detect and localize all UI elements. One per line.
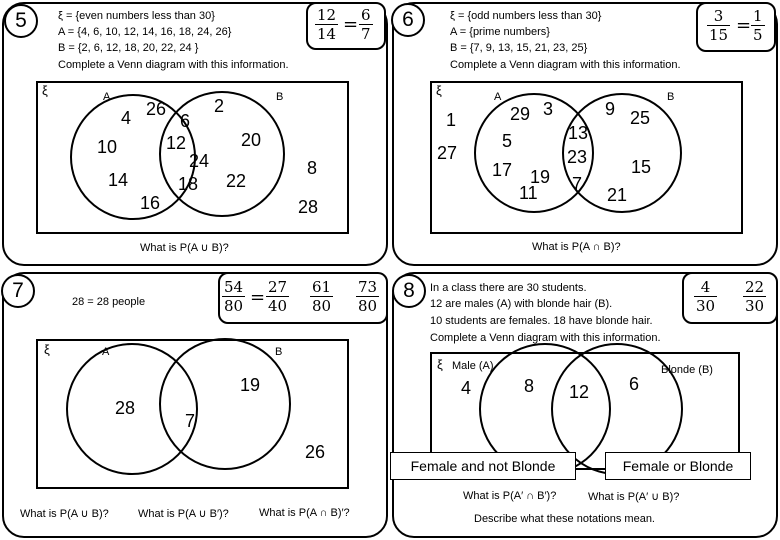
q5-number: 12 — [166, 133, 187, 153]
q5-number: 18 — [178, 174, 199, 194]
q7-number: 28 — [115, 398, 136, 418]
question-7-number: 7 — [1, 274, 35, 308]
q6-fraction-1: $\frac{3}{15}$ — [709, 7, 729, 44]
q6-question: What is P(A ∩ B)? — [532, 241, 621, 253]
q5-number: 28 — [298, 197, 319, 217]
q7-number: 7 — [185, 411, 196, 431]
q8-number: 12 — [569, 382, 590, 402]
q8-fraction-1: $\frac{4}{30}$ — [696, 278, 716, 315]
q7-fraction-1: $\frac{54}{80}$ — [224, 278, 244, 315]
q6-number: 17 — [492, 160, 513, 180]
q8-number: 8 — [524, 376, 535, 396]
q5-label-a: A — [103, 91, 111, 103]
q5-fraction-1: $\frac{12}{14}$ — [317, 6, 337, 43]
q8-line-4: Complete a Venn diagram with this information. — [430, 332, 661, 344]
q8-fraction-2: $\frac{22}{30}$ — [745, 278, 765, 315]
q5-universal-symbol: ξ — [42, 83, 48, 98]
q5-number: 14 — [108, 170, 129, 190]
q6-universal-symbol: ξ — [436, 83, 442, 98]
q5-number: 26 — [146, 99, 167, 119]
q7-note: 28 = 28 people — [72, 296, 146, 308]
q6-instruction: Complete a Venn diagram with this information. — [450, 59, 681, 71]
q7-universal-symbol: ξ — [44, 342, 50, 357]
q6-number: 11 — [519, 183, 538, 203]
question-8-number: 8 — [392, 274, 426, 308]
q6-number: 13 — [568, 123, 589, 143]
q8-line-2: 12 are males (A) with blonde hair (B). — [430, 298, 613, 310]
q7-label-a: A — [102, 346, 110, 358]
q8-number: 4 — [461, 378, 472, 398]
q6-set-a: A = {prime numbers} — [450, 26, 550, 38]
q6-number: 19 — [530, 167, 551, 187]
q6-label-a: A — [494, 91, 502, 103]
q5-number: 24 — [189, 151, 210, 171]
q6-number: 29 — [510, 104, 531, 124]
q8-question-1: What is P(A′ ∩ B′)? — [463, 490, 557, 502]
q5-number: 16 — [140, 193, 161, 213]
q7-fraction-3: $\frac{61}{80}$ — [312, 278, 332, 315]
q5-number: 20 — [241, 130, 262, 150]
q6-number: 5 — [502, 131, 513, 151]
q5-question: What is P(A ∪ B)? — [140, 242, 229, 254]
q8-label-a: Male (A) — [452, 360, 494, 372]
q8-line-1: In a class there are 30 students. — [430, 282, 587, 294]
q6-number: 3 — [543, 99, 554, 119]
q5-equals: = — [343, 14, 359, 35]
q6-number: 23 — [567, 147, 588, 167]
q6-set-b: B = {7, 9, 13, 15, 21, 23, 25} — [450, 42, 588, 54]
q6-number: 7 — [572, 174, 583, 194]
q8-universal-symbol: ξ — [437, 357, 443, 372]
q5-number: 6 — [180, 111, 191, 131]
q8-describe: Describe what these notations mean. — [474, 513, 655, 525]
q5-set-b: B = {2, 6, 12, 18, 20, 22, 24 } — [58, 42, 199, 54]
q7-question-2: What is P(A ∪ B′)? — [138, 508, 229, 520]
q5-fraction-2: $\frac{6}{7}$ — [361, 6, 371, 43]
q6-number: 9 — [605, 99, 616, 119]
q6-number: 1 — [446, 110, 457, 130]
q7-number: 26 — [305, 442, 326, 462]
question-5-number: 5 — [4, 4, 38, 38]
q8-number: 6 — [629, 374, 640, 394]
q7-equals: = — [250, 287, 266, 308]
q6-fraction-2: $\frac{1}{5}$ — [753, 7, 763, 44]
q5-set-xi: ξ = {even numbers less than 30} — [58, 10, 215, 22]
q6-label-b: B — [667, 91, 675, 103]
q8-label-b: Blonde (B) — [661, 364, 713, 376]
q5-number: 8 — [307, 158, 318, 178]
q8-question-2: What is P(A′ ∪ B)? — [588, 491, 680, 503]
q5-number: 10 — [97, 137, 118, 157]
q5-label-b: B — [276, 91, 284, 103]
q8-callout-female-or-blonde: Female or Blonde — [605, 452, 751, 480]
q6-number: 15 — [631, 157, 652, 177]
question-6-number: 6 — [391, 3, 425, 37]
q6-number: 25 — [630, 108, 651, 128]
q7-question-3: What is P(A ∩ B)′? — [259, 507, 350, 519]
q8-line-3: 10 students are females. 18 have blonde hair. — [430, 315, 653, 327]
q7-number: 19 — [240, 375, 261, 395]
q5-number: 2 — [214, 96, 225, 116]
q6-number: 27 — [437, 143, 458, 163]
q5-number: 4 — [121, 108, 132, 128]
q7-fraction-4: $\frac{73}{80}$ — [358, 278, 378, 315]
q7-label-b: B — [275, 346, 283, 358]
q8-callout-female-not-blonde: Female and not Blonde — [390, 452, 576, 480]
q5-instruction: Complete a Venn diagram with this information. — [58, 59, 289, 71]
q5-number: 22 — [226, 171, 247, 191]
q6-set-xi: ξ = {odd numbers less than 30} — [450, 10, 602, 22]
q6-equals: = — [736, 15, 752, 36]
q6-number: 21 — [607, 185, 628, 205]
q7-fraction-2: $\frac{27}{40}$ — [268, 278, 288, 315]
q7-question-1: What is P(A ∪ B)? — [20, 508, 109, 520]
q5-set-a: A = {4, 6, 10, 12, 14, 16, 18, 24, 26} — [58, 26, 232, 38]
